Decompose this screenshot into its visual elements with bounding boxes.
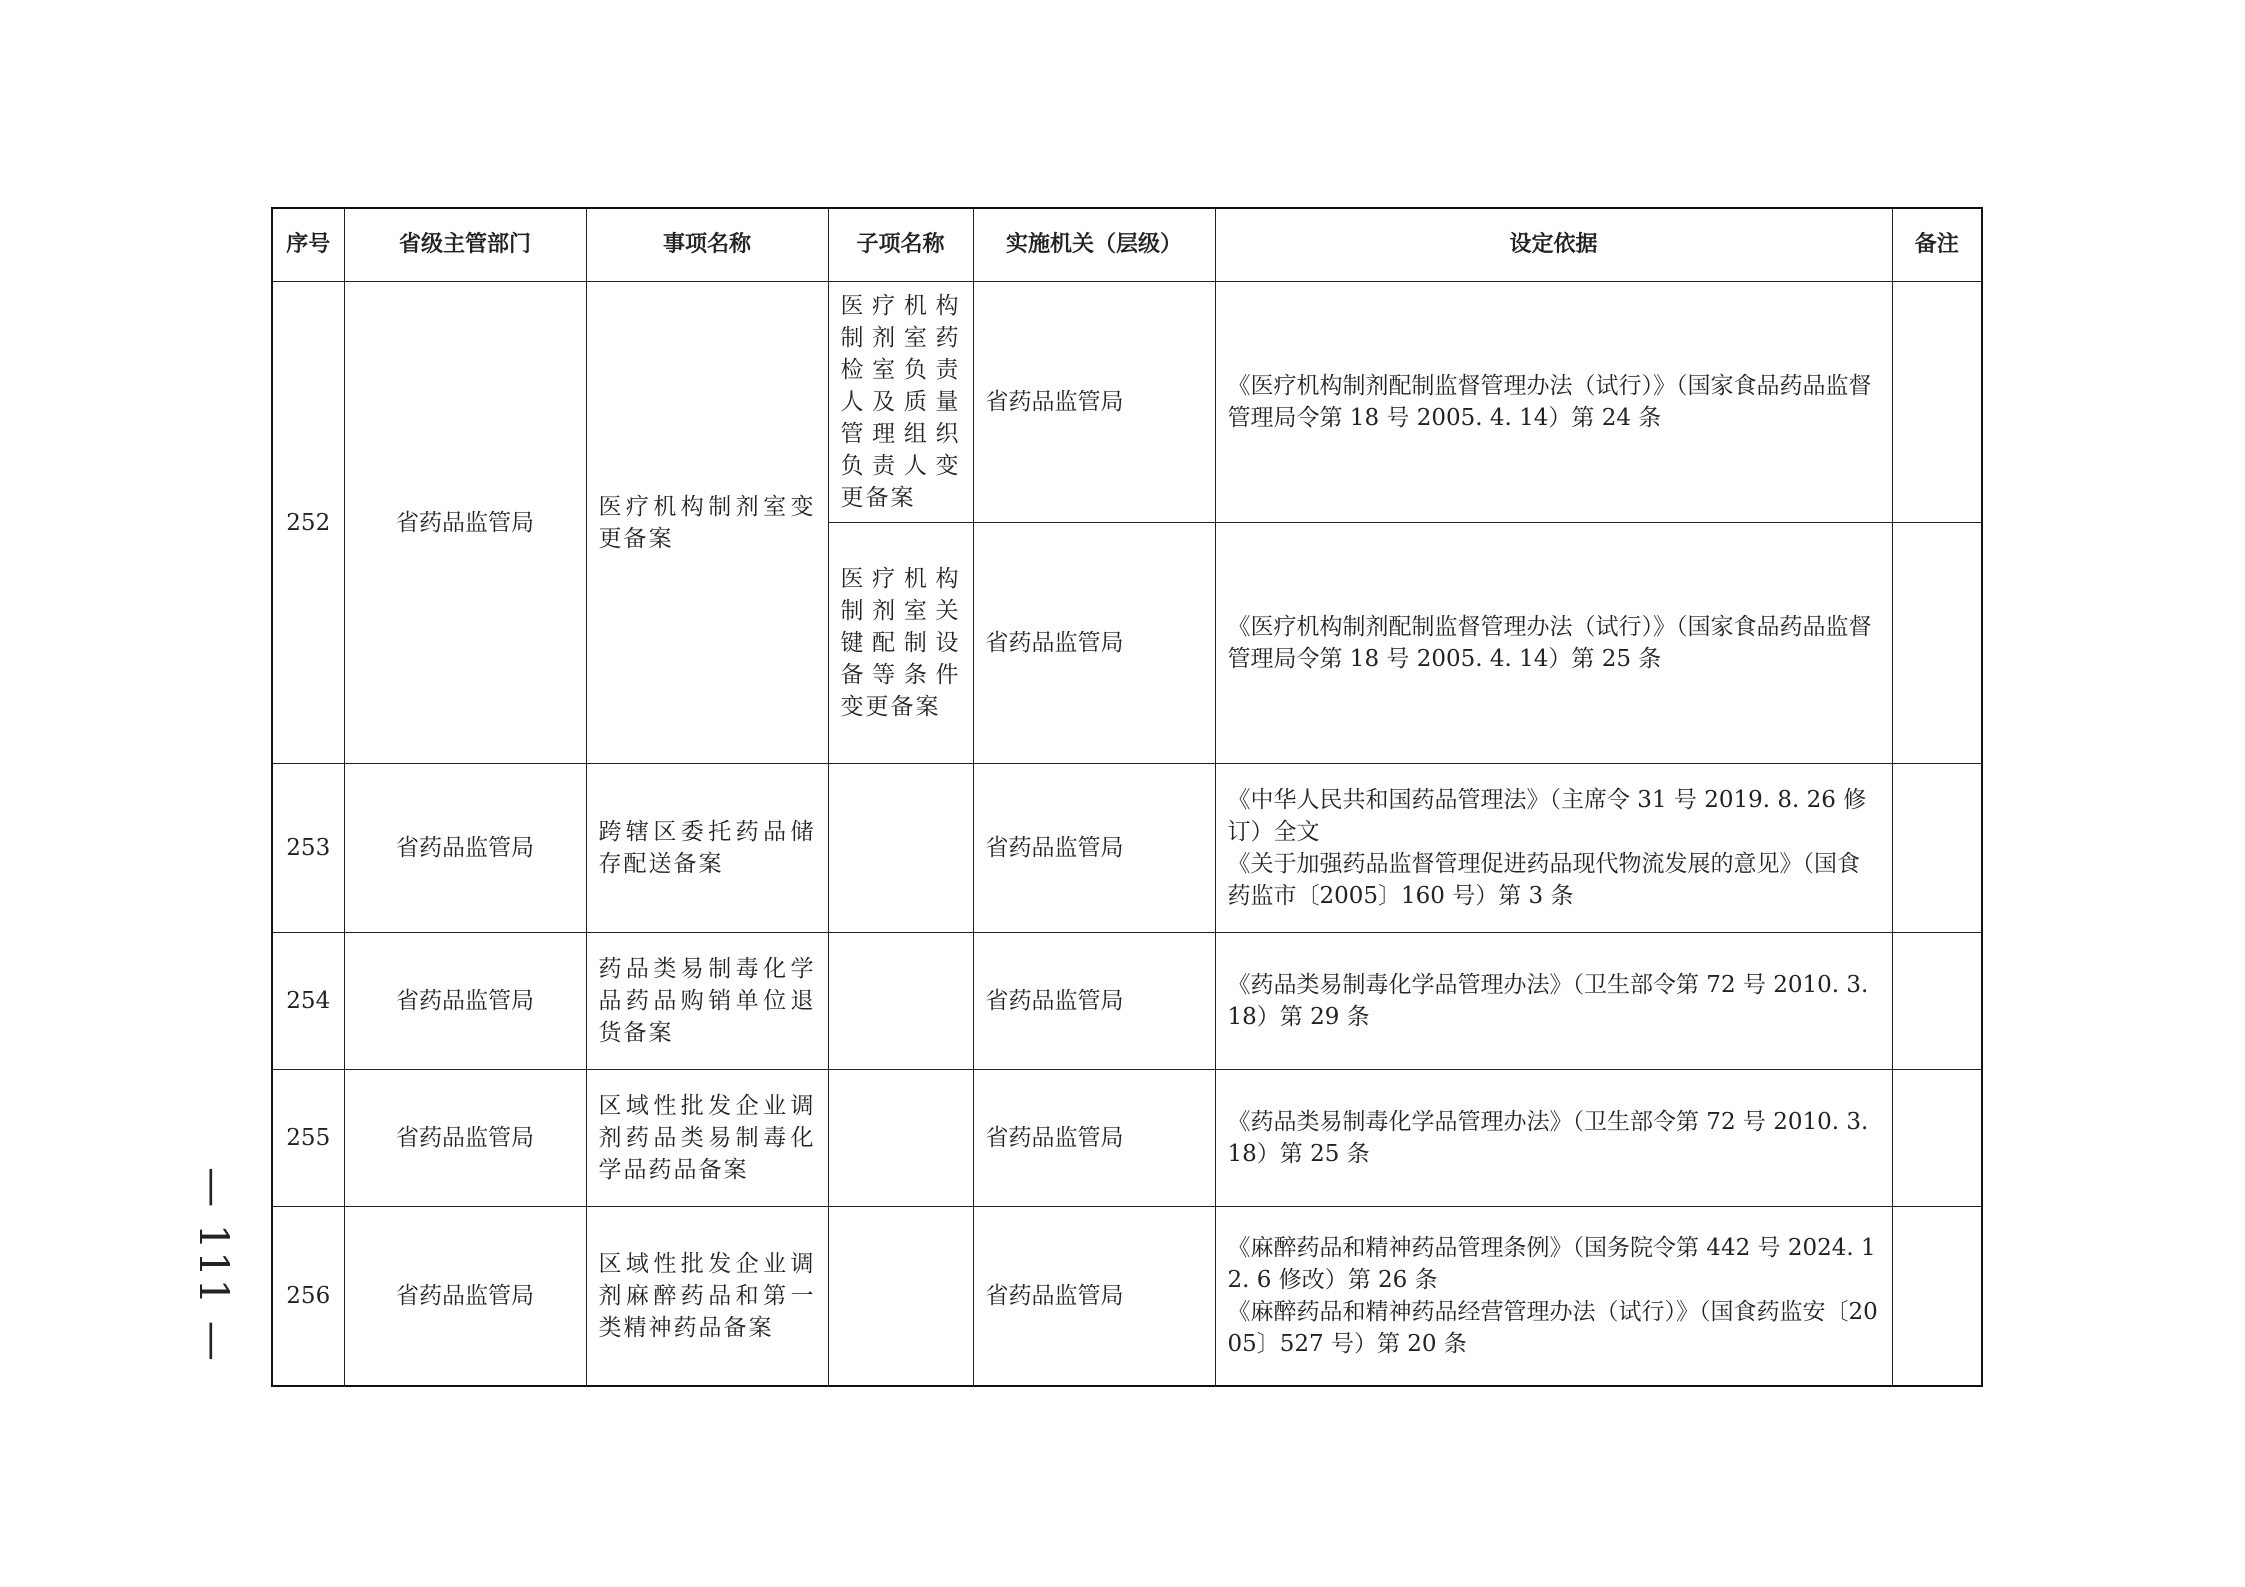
basis-line: 《麻醉药品和精神药品经营管理办法（试行）》（国食药监安〔2005〕527 号）第 20 条 <box>1227 1299 1878 1357</box>
row-item: 医疗机构制剂室变更备案 <box>586 282 828 764</box>
row-basis <box>1215 764 1892 933</box>
row-subitem <box>828 1070 973 1207</box>
row-remark <box>1892 1207 1982 1387</box>
row-remark <box>1892 1070 1982 1207</box>
row-item: 药品类易制毒化学品药品购销单位退货备案 <box>586 933 828 1070</box>
row-index: 252 <box>272 282 344 764</box>
row-subitem: 医疗机构制剂室关键配制设备等条件变更备案 <box>828 523 973 764</box>
row-agency: 省药品监管局 <box>973 1207 1215 1387</box>
basis-line: 《关于加强药品监督管理促进药品现代物流发展的意见》（国食药监市〔2005〕160 号）第 3 条 <box>1227 851 1860 909</box>
row-item: 区域性批发企业调剂麻醉药品和第一类精神药品备案 <box>586 1207 828 1387</box>
header-remark: 备注 <box>1892 208 1982 282</box>
header-agency: 实施机关（层级） <box>973 208 1215 282</box>
row-basis <box>1215 282 1892 523</box>
row-remark <box>1892 282 1982 523</box>
policy-table <box>271 207 1983 1387</box>
row-department: 省药品监管局 <box>344 1207 586 1387</box>
row-agency: 省药品监管局 <box>973 933 1215 1070</box>
row-subitem: 医疗机构制剂室药检室负责人及质量管理组织负责人变更备案 <box>828 282 973 523</box>
row-index: 256 <box>272 1207 344 1387</box>
row-department: 省药品监管局 <box>344 933 586 1070</box>
table-header-row <box>272 208 1982 282</box>
row-remark <box>1892 523 1982 764</box>
header-index: 序号 <box>272 208 344 282</box>
header-basis: 设定依据 <box>1215 208 1892 282</box>
row-remark <box>1892 764 1982 933</box>
row-agency: 省药品监管局 <box>973 282 1215 523</box>
row-item: 跨辖区委托药品储存配送备案 <box>586 764 828 933</box>
row-remark <box>1892 933 1982 1070</box>
row-index: 253 <box>272 764 344 933</box>
row-basis <box>1215 523 1892 764</box>
table-row <box>272 764 1982 933</box>
header-subitem: 子项名称 <box>828 208 973 282</box>
header-item: 事项名称 <box>586 208 828 282</box>
row-index: 255 <box>272 1070 344 1207</box>
row-basis <box>1215 1207 1892 1387</box>
basis-line: 《药品类易制毒化学品管理办法》（卫生部令第 72 号 2010. 3. 18）第 29 条 <box>1227 972 1869 1030</box>
basis-line: 《医疗机构制剂配制监督管理办法（试行）》（国家食品药品监督管理局令第 18 号 2005. 4. 14）第 24 条 <box>1227 373 1872 431</box>
table-row <box>272 282 1982 523</box>
row-agency: 省药品监管局 <box>973 1070 1215 1207</box>
row-subitem <box>828 1207 973 1387</box>
table-row <box>272 933 1982 1070</box>
table-row <box>272 1207 1982 1387</box>
row-basis <box>1215 933 1892 1070</box>
row-item: 区域性批发企业调剂药品类易制毒化学品药品备案 <box>586 1070 828 1207</box>
basis-line: 《药品类易制毒化学品管理办法》（卫生部令第 72 号 2010. 3. 18）第 25 条 <box>1227 1109 1869 1167</box>
basis-line: 《医疗机构制剂配制监督管理办法（试行）》（国家食品药品监督管理局令第 18 号 2005. 4. 14）第 25 条 <box>1227 614 1872 672</box>
table-row <box>272 1070 1982 1207</box>
row-department: 省药品监管局 <box>344 764 586 933</box>
row-subitem <box>828 933 973 1070</box>
row-department: 省药品监管局 <box>344 1070 586 1207</box>
row-department: 省药品监管局 <box>344 282 586 764</box>
basis-line: 《中华人民共和国药品管理法》（主席令 31 号 2019. 8. 26 修订）全文 <box>1227 787 1867 845</box>
page-number: — 111 — <box>190 1167 236 1363</box>
row-index: 254 <box>272 933 344 1070</box>
row-subitem <box>828 764 973 933</box>
row-basis <box>1215 1070 1892 1207</box>
row-agency: 省药品监管局 <box>973 764 1215 933</box>
row-agency: 省药品监管局 <box>973 523 1215 764</box>
basis-line: 《麻醉药品和精神药品管理条例》（国务院令第 442 号 2024. 12. 6 修改）第 26 条 <box>1227 1235 1876 1293</box>
header-department: 省级主管部门 <box>344 208 586 282</box>
